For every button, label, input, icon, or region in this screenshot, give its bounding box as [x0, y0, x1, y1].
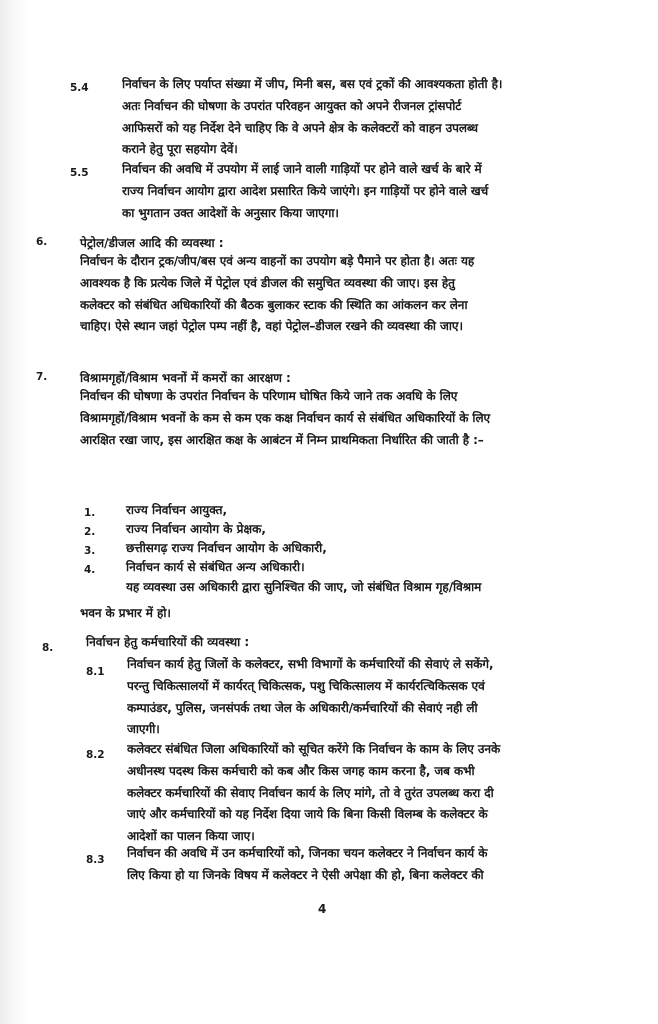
text-line: विश्रामगृहों/विश्राम भवनों के कम से कम एक कक्ष निर्वाचन कार्य से संबंधित अधिकारियों के लिए	[80, 410, 491, 425]
text-line: कलेक्टर कर्मचारियों की सेवाए निर्वाचन कार्य के लिए मांगे, तो वे तुरंत उपलब्ध करा दी	[127, 785, 494, 800]
text-line: कलेक्टर को संबंधित अधिकारियों की बैठक बुलाकर स्टाक की स्थिति का आंकलन कर लेना	[80, 297, 468, 312]
list-number: 2.	[84, 526, 96, 538]
text-line: निर्वाचन की घोषणा के उपरांत निर्वाचन के परिणाम घोषित किये जाने तक अवधि के लिए	[80, 389, 458, 403]
text-line: जाएगी।	[127, 722, 160, 737]
section-heading: पेट्रोल/डीजल आदि की व्यवस्था :	[80, 236, 224, 250]
item-number: 8.2	[86, 749, 105, 761]
text-line: आरक्षित रखा जाए, इस आरक्षित कक्ष के आबंटन में निम्न प्राथमिकता निर्धारित की जाती है :–	[80, 432, 484, 447]
list-number: 1.	[84, 507, 96, 519]
text-line: आफिसरों को यह निर्देश देने चाहिए कि वे अपने क्षेत्र के कलेक्टरों को वाहन उपलब्ध	[122, 120, 478, 135]
list-note	[126, 577, 586, 599]
section-number: 8.	[42, 642, 54, 654]
item-number: 5.5	[70, 167, 89, 179]
text-line: अतः निर्वाचन की घोषणा के उपरांत परिवहन आयुक्त को अपने रीजनल ट्रांसपोर्ट	[122, 98, 462, 113]
paragraph-6	[80, 251, 586, 338]
section-heading: निर्वाचन हेतु कर्मचारियों की व्यवस्था :	[86, 635, 250, 649]
text-line: निर्वाचन कार्य हेतु जिलों के कलेक्टर, सभी विभागों के कर्मचारियों की सेवाएं ले सकेंगे,	[127, 657, 494, 671]
list-note-continued	[80, 603, 586, 625]
text-line: लिए किया हो या जिनके विषय में कलेक्टर ने ऐसी अपेक्षा की हो, बिना कलेक्टर की	[127, 867, 484, 882]
text-line: का भुगतान उक्त आदेशों के अनुसार किया जाएगा।	[122, 205, 339, 220]
section-heading: विश्रामगृहों/विश्राम भवनों में कमरों का आरक्षण :	[80, 371, 291, 385]
text-line: परन्तु चिकित्सालयों में कार्यरत् चिकित्सक, पशु चिकित्सालय में कार्यरत्चिकित्सक एवं	[127, 678, 485, 693]
list-item: राज्य निर्वाचन आयोग के प्रेक्षक,	[126, 522, 266, 536]
list-number: 3.	[84, 545, 96, 557]
text-line: राज्य निर्वाचन आयोग द्वारा आदेश प्रसारित किये जाएंगे। इन गाड़ियों पर होने वाले खर्च	[122, 183, 489, 198]
text-line: चाहिए। ऐसे स्थान जहां पेट्रोल पम्प नहीं है, वहां पेट्रोल–डीजल रखने की व्यवस्था की जाए।	[80, 319, 463, 334]
paragraph-8-2	[127, 739, 593, 848]
section-number: 6.	[36, 236, 48, 248]
list-item: निर्वाचन कार्य से संबंधित अन्य अधिकारी।	[126, 560, 305, 574]
text-line: यह व्यवस्था उस अधिकारी द्वारा सुनिश्चित की जाए, जो संबंधित विश्राम गृह/विश्राम	[126, 580, 482, 594]
item-number: 5.4	[70, 82, 89, 94]
section-number: 7.	[36, 371, 48, 383]
paragraph-5-4	[122, 74, 592, 161]
list-item: छत्तीसगढ़ राज्य निर्वाचन आयोग के अधिकारी,	[126, 541, 327, 555]
list-item: राज्य निर्वाचन आयुक्त,	[126, 503, 228, 517]
text-line: आवश्यक है कि प्रत्येक जिले में पेट्रोल एवं डीजल की समुचित व्यवस्था की जाए। इस हेतु	[80, 275, 455, 290]
item-number: 8.1	[86, 666, 105, 678]
paragraph-5-5	[122, 159, 592, 224]
text-line: निर्वाचन की अवधि में उन कर्मचारियों को, जिनका चयन कलेक्टर ने निर्वाचन कार्य के	[127, 846, 488, 860]
text-line: निर्वाचन के लिए पर्याप्त संख्या में जीप, मिनी बस, बस एवं ट्रकों की आवश्यकता होती है।	[122, 77, 503, 91]
item-number: 8.3	[86, 854, 105, 866]
paragraph-8-3	[127, 843, 593, 887]
list-number: 4.	[84, 564, 96, 576]
text-line: निर्वाचन के दौरान ट्रक/जीप/बस एवं अन्य वाहनों का उपयोग बड़े पैमाने पर होता है। अतः यह	[80, 254, 475, 268]
text-line: भवन के प्रभार में हो।	[80, 606, 171, 620]
text-line: कम्पाउंडर, पुलिस, जनसंपर्क तथा जेल के अधिकारी/कर्मचारियों की सेवाएं नही ली	[127, 700, 478, 715]
paragraph-8-1	[127, 654, 593, 741]
text-line: जाएं और कर्मचारियों को यह निर्देश दिया जाये कि बिना किसी विलम्ब के कलेक्टर के	[127, 807, 488, 822]
text-line: कलेक्टर संबंधित जिला अधिकारियों को सूचित करेंगे कि निर्वाचन के काम के लिए उनके	[127, 742, 501, 756]
text-line: कराने हेतु पूरा सहयोग देवें।	[122, 142, 238, 157]
text-line: आदेशों का पालन किया जाए।	[127, 829, 255, 844]
paragraph-7	[80, 386, 586, 451]
text-line: अधीनस्थ पदस्थ किस कर्मचारी को कब और किस जगह काम करना है, जब कभी	[127, 763, 475, 778]
page-number: 4	[318, 902, 327, 916]
text-line: निर्वाचन की अवधि में उपयोग में लाई जाने वाली गाड़ियों पर होने वाले खर्च के बारे में	[122, 162, 482, 176]
